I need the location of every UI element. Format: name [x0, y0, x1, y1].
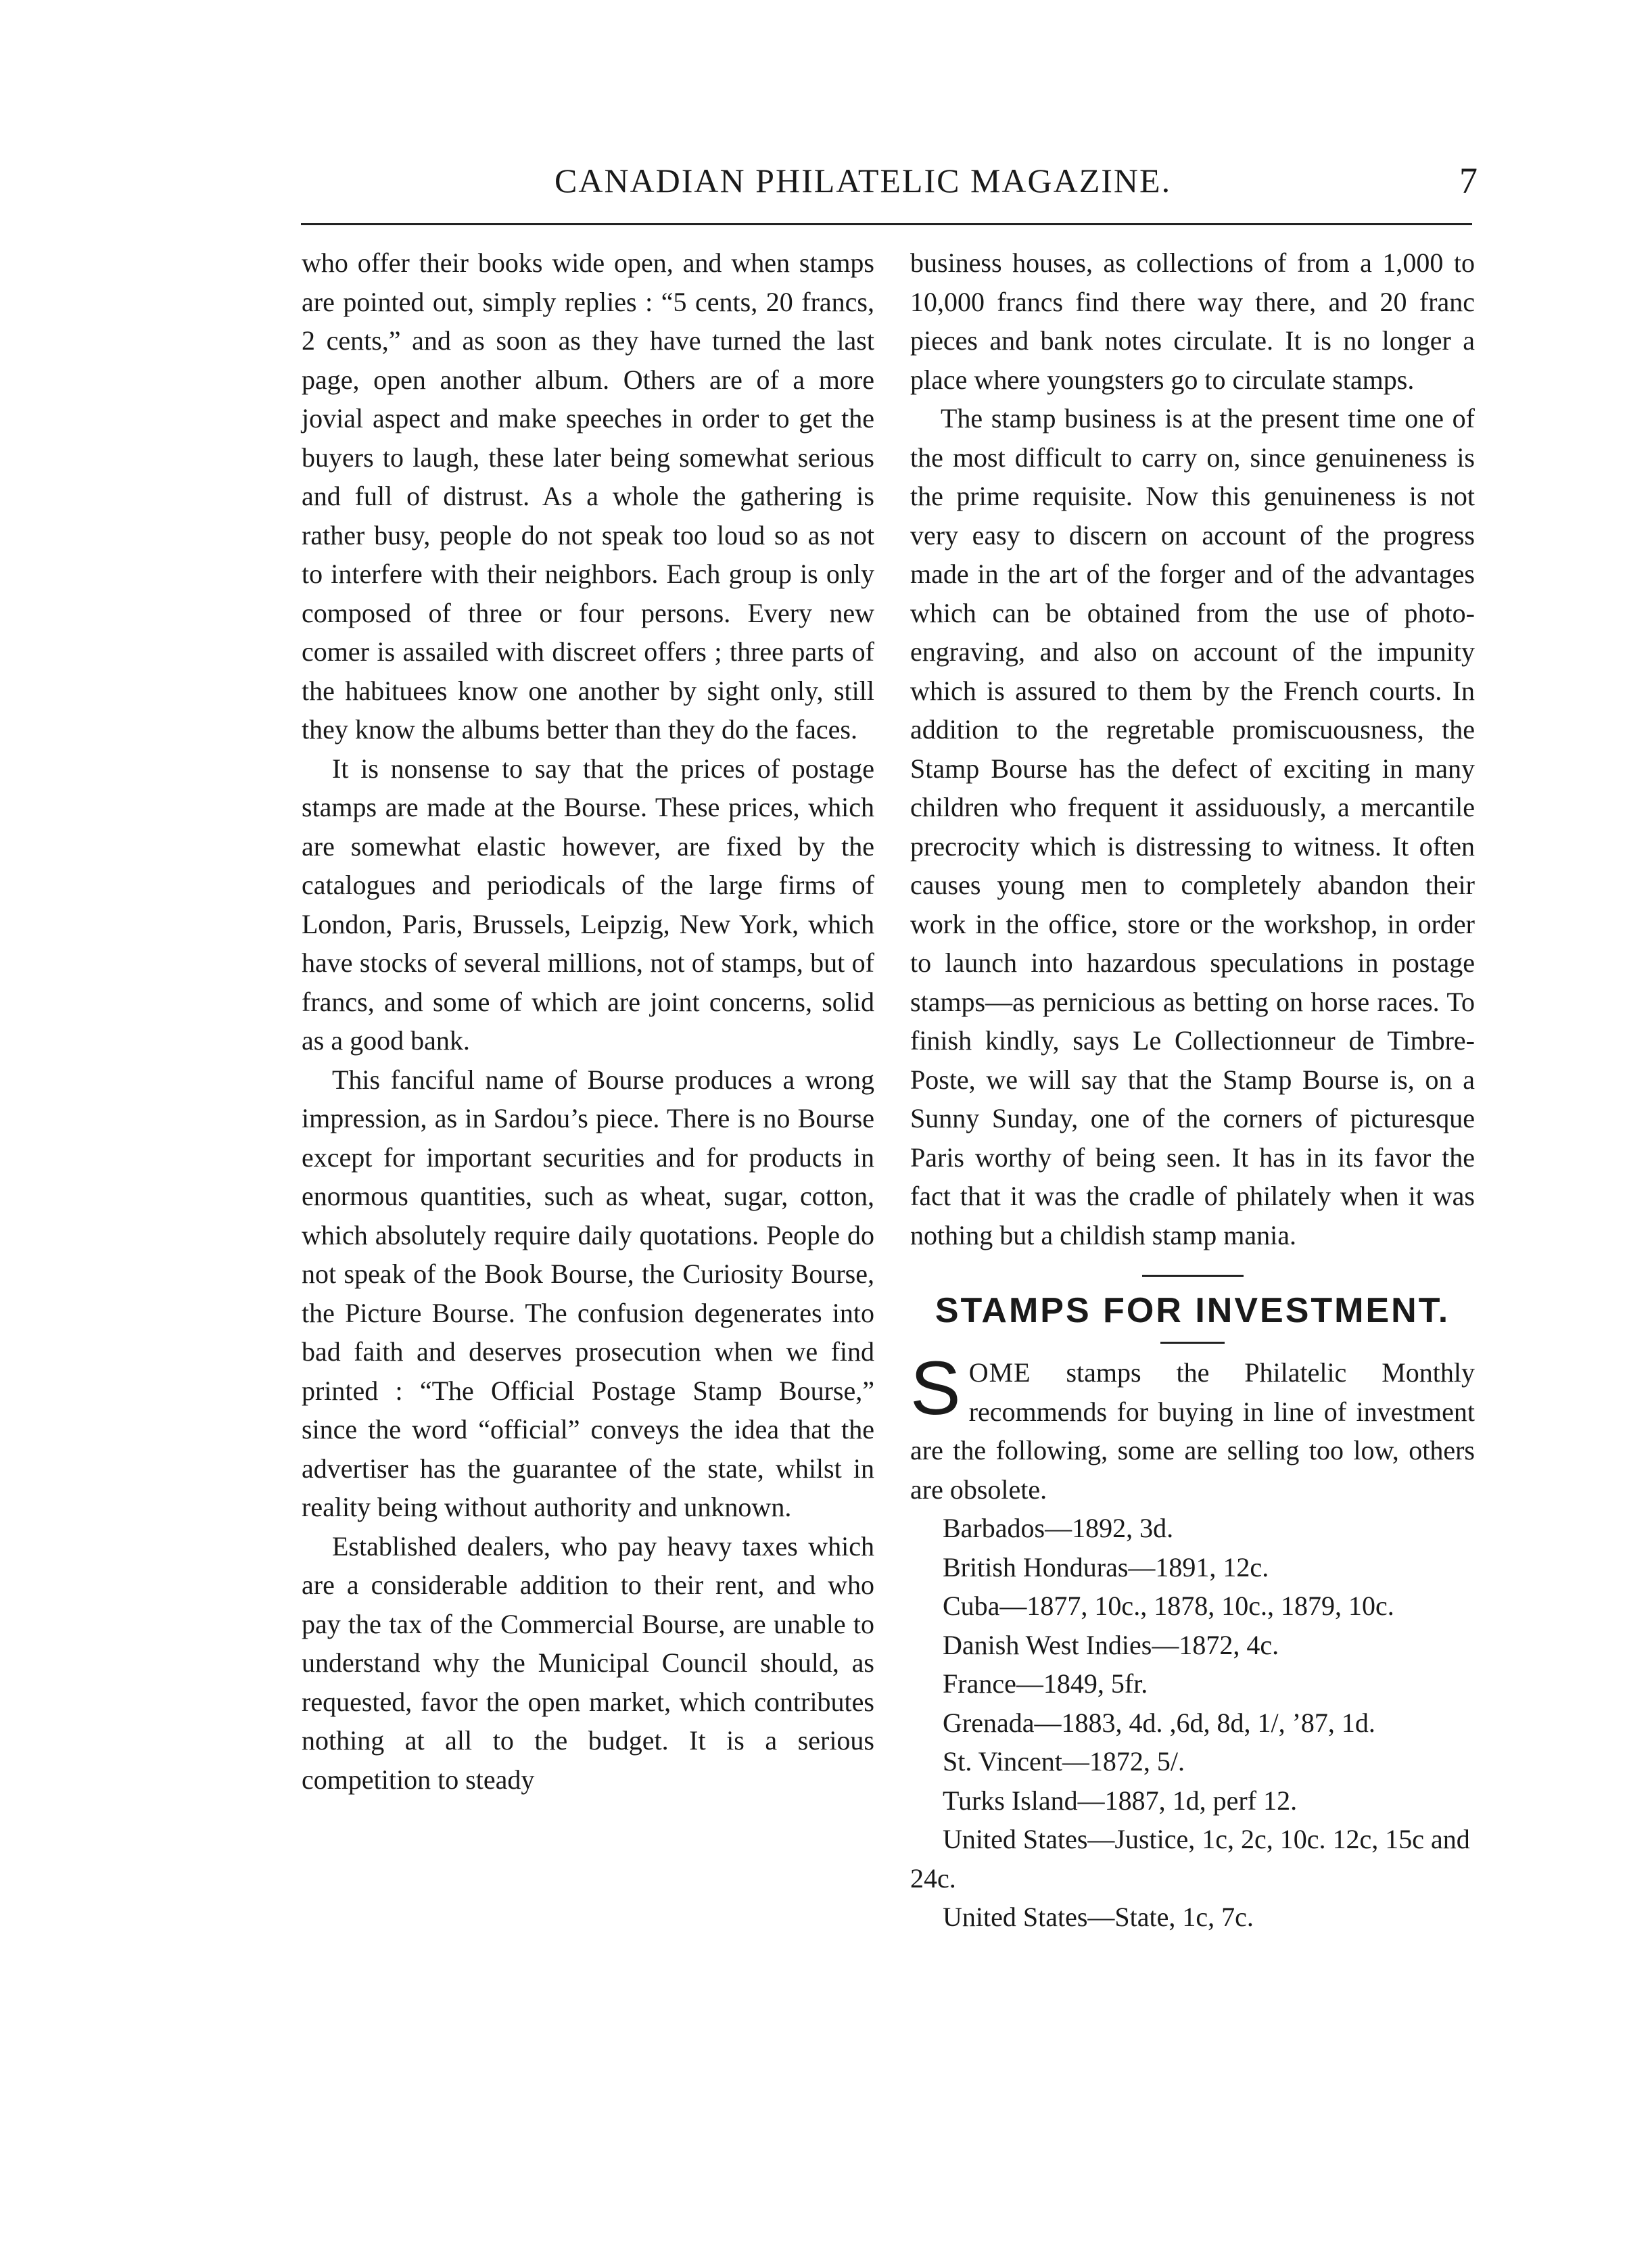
- left-column: [302, 243, 874, 1799]
- list-item: Barbados—1892, 3d.: [943, 1513, 1174, 1543]
- heading-underline: [1160, 1342, 1225, 1344]
- list-item: Danish West Indies—1872, 4c.: [943, 1629, 1279, 1660]
- intro-text: stamps the Philatelic Monthly recommends for buying in line of investment are the following, some are selling too low, others are obsolete.: [910, 1357, 1475, 1505]
- list-item: France—1849, 5fr.: [943, 1668, 1148, 1699]
- lead-in: OME: [968, 1357, 1031, 1388]
- section-heading: STAMPS FOR INVESTMENT.: [935, 1291, 1450, 1330]
- paragraph: Established dealers, who pay heavy taxes which are a considerable addition to their rent, and who pay the tax of the Commercial Bourse, are unable to understand why the Municipal Council should, as requested, favor the open market, which contributes nothing at all to the budget. It is a serious competition to steady: [302, 1530, 874, 1795]
- list-item: Turks Island—1887, 1d, perf 12.: [943, 1785, 1298, 1816]
- paragraph: The stamp business is at the present time one of the most difficult to carry on, since genuineness is the prime requisite. Now this genuineness is not very easy to discern on account of the progress made in the art of the forger and of the advantages which can be obtained from the use of photo-engraving, and also on account of the impunity which is assured to them by the French courts. In addition to the regretable promiscuousness, the Stamp Bourse has the defect of exciting in many children who frequent it assiduously, a mercantile precrocity which is distressing to witness. It often causes young men to completely abandon their work in the office, store or the workshop, in order to launch into hazardous speculations in postage stamps—as pernicious as betting on horse races. To finish kindly, says Le Collectionneur de Timbre-Poste, we will say that the Stamp Bourse is, on a Sunny Sunday, one of the corners of picturesque Paris worthy of being seen. It has in its favor the fact that it was the cradle of philately when it was nothing but a childish stamp mania.: [910, 403, 1475, 1250]
- list-item: United States—State, 1c, 7c.: [943, 1902, 1254, 1932]
- magazine-title: CANADIAN PHILATELIC MAGAZINE.: [554, 162, 1172, 199]
- section-intro: [910, 1346, 1475, 1509]
- paragraph: This fanciful name of Bourse produces a wrong impression, as in Sardou’s piece. There is no Bourse except for important securities and for products in enormous quantities, such as wheat, sugar, cotton, which absolutely require daily quotations. People do not speak of the Book Bourse, the Curiosity Bourse, the Picture Bourse. The confusion degenerates into bad faith and deserves prosecution when we find printed : “The Official Postage Stamp Bourse,” since the word “official” conveys the idea that the advertiser has the guarantee of the state, whilst in reality being without authority and unknown.: [302, 1064, 874, 1522]
- paragraph: It is nonsense to say that the prices of postage stamps are made at the Bourse. These prices, which are somewhat elastic however, are fixed by the catalogues and periodicals of the large firms of London, Paris, Brussels, Leipzig, New York, which have stocks of several millions, not of stamps, but of francs, and some of which are joint concerns, solid as a good bank.: [302, 753, 874, 1056]
- header-rule: [301, 223, 1472, 225]
- list-item: Cuba—1877, 10c., 1878, 10c., 1879, 10c.: [943, 1591, 1394, 1621]
- stamp-list: [910, 1509, 1475, 1937]
- list-item: Grenada—1883, 4d. ,6d, 8d, 1/, ’87, 1d.: [943, 1707, 1375, 1738]
- list-item: British Honduras—1891, 12c.: [943, 1551, 1269, 1582]
- page-number: 7: [1459, 160, 1478, 201]
- section-divider: [1142, 1275, 1244, 1277]
- paragraph: who offer their books wide open, and when stamps are pointed out, simply replies : “5 cents, 20 francs, 2 cents,” and as soon as they have turned the last page, open another album. Others are of a more jovial aspect and make speeches in order to get the buyers to laugh, these later being somewhat serious and full of distrust. As a whole the gathering is rather busy, people do not speak too loud so as not to interfere with their neighbors. Each group is only composed of three or four persons. Every new comer is assailed with discreet offers ; three parts of the habituees know one another by sight only, still they know the albums better than they do the faces.: [302, 248, 874, 745]
- right-column: [910, 243, 1475, 1937]
- drop-cap: S: [910, 1346, 961, 1430]
- list-item: United States—Justice, 1c, 2c, 10c. 12c, 15c and 24c.: [910, 1824, 1470, 1894]
- paragraph: business houses, as collections of from a 1,000 to 10,000 francs find there way there, and 20 franc pieces and bank notes circulate. It is no longer a place where youngsters go to circulate stamps.: [910, 248, 1475, 395]
- list-item: St. Vincent—1872, 5/.: [943, 1746, 1185, 1777]
